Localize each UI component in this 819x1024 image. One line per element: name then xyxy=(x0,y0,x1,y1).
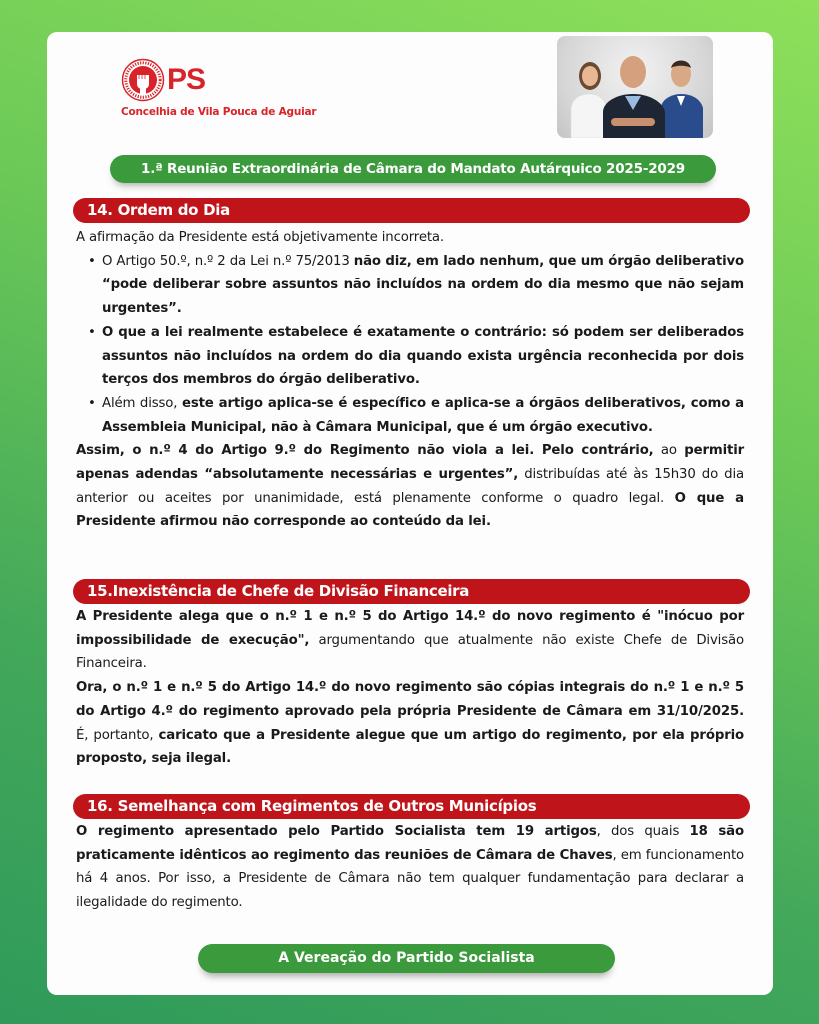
section-15-body xyxy=(76,605,744,771)
paragraph-bold: 18 são praticamente idênticos ao regimento das reuniões de Câmara de Chaves xyxy=(76,824,744,863)
paragraph-bold: caricato que a Presidente alegue que um artigo do regimento, por ela próprio proposto, seja ilegal. xyxy=(76,727,744,767)
section-heading-15: 15.Inexistência de Chefe de Divisão Financeira xyxy=(73,579,750,604)
paragraph-text: É, portanto, xyxy=(76,727,159,743)
bullet-text-bold: não diz, em lado nenhum, que um órgão deliberativo “pode deliberar sobre assuntos não incluídos na ordem do dia mesmo que não sejam urgentes”. xyxy=(102,253,744,317)
paragraph-text: , em funcionamento há 4 anos. Por isso, a Presidente de Câmara não tem qualquer fundamentação para declarar a ilegalidade do regimento. xyxy=(76,847,744,911)
section-15-paragraph-1 xyxy=(76,605,744,676)
paragraph-bold: A Presidente alega que o n.º 1 e n.º 5 do Artigo 14.º do novo regimento é "inócuo por impossibilidade de execução", xyxy=(76,609,744,648)
conclusion-bold: permitir apenas adendas “absolutamente necessárias e urgentes”, xyxy=(76,443,745,483)
councillors-photo-icon xyxy=(557,36,713,138)
paragraph-text: , dos quais xyxy=(596,824,690,839)
section-heading-14: 14. Ordem do Dia xyxy=(73,198,750,223)
ps-wordmark: PS xyxy=(167,63,206,96)
section-16-paragraph-1 xyxy=(76,820,744,915)
section-14-intro: A afirmação da Presidente está objetivamente incorreta. xyxy=(76,230,444,245)
section-14-body xyxy=(76,226,744,534)
signature-pill: A Vereação do Partido Socialista xyxy=(198,944,615,973)
section-15-paragraph-2 xyxy=(76,676,744,771)
bullet-text-bold: este artigo aplica-se é específico e aplica-se a órgãos deliberativos, como a Assembleia Municipal, não à Câmara Municipal, que é um órgão executivo. xyxy=(102,395,745,435)
ps-logo xyxy=(121,58,316,118)
section-14-bullets xyxy=(76,250,744,440)
fist-emblem-icon xyxy=(121,58,165,102)
section-14-conclusion xyxy=(76,439,744,534)
councillors-photo xyxy=(557,36,713,138)
paragraph-bold: Ora, o n.º 1 e n.º 5 do Artigo 14.º do novo regimento são cópias integrais do n.º 1 e n.º 5 do Artigo 4.º do regimento aprovado pela própria Presidente de Câmara em 31/10/2025. xyxy=(76,680,744,719)
bullet-item xyxy=(102,321,744,392)
section-16-body xyxy=(76,820,744,915)
bullet-item xyxy=(102,250,744,321)
bullet-text: Além disso, xyxy=(102,395,182,411)
conclusion-text: ao xyxy=(653,443,685,459)
concelhia-label: Concelhia de Vila Pouca de Aguiar xyxy=(121,106,317,118)
bullet-text-bold: O que a lei realmente estabelece é exatamente o contrário: só podem ser deliberados assuntos não incluídos na ordem do dia quando exista urgência reconhecida por dois terços dos membros do órgão deliberativo. xyxy=(102,324,744,388)
paragraph-bold: O regimento apresentado pelo Partido Socialista tem 19 artigos xyxy=(76,824,597,839)
bullet-item xyxy=(102,392,744,439)
section-heading-16: 16. Semelhança com Regimentos de Outros Municípios xyxy=(73,794,750,819)
conclusion-bold: O que a Presidente afirmou não corresponde ao conteúdo da lei. xyxy=(76,490,744,530)
meeting-title: 1.ª Reunião Extraordinária de Câmara do Mandato Autárquico 2025-2029 xyxy=(110,155,716,183)
conclusion-text: distribuídas até às 15h30 do dia anterior ou aceites por unanimidade, está plenamente conforme o quadro legal. xyxy=(76,467,744,506)
paragraph-text: argumentando que atualmente não existe Chefe de Divisão Financeira. xyxy=(76,632,744,672)
bullet-text: O Artigo 50.º, n.º 2 da Lei n.º 75/2013 xyxy=(102,253,354,269)
conclusion-bold: Assim, o n.º 4 do Artigo 9.º do Regimento não viola a lei. Pelo contrário, xyxy=(76,443,654,459)
